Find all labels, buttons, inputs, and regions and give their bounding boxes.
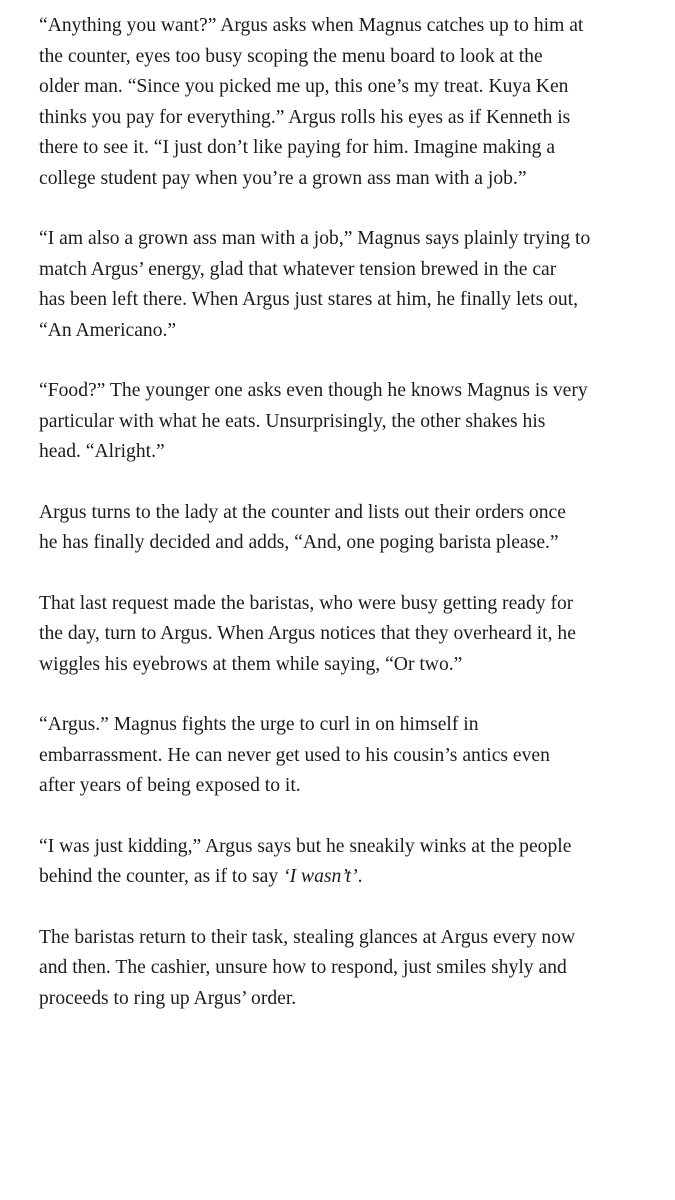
italic-emphasis: ‘I wasn’t’ bbox=[283, 866, 358, 887]
paragraph bbox=[39, 376, 659, 468]
text-line: “I was just kidding,” Argus says but he sneakily winks at the people bbox=[39, 835, 572, 857]
text-line: “Argus.” Magnus fights the urge to curl in on himself in bbox=[39, 714, 479, 735]
text-line: the day, turn to Argus. When Argus notices that they overheard it, he bbox=[39, 623, 576, 644]
text-line: older man. “Since you picked me up, this one’s my treat. Kuya Ken bbox=[39, 76, 569, 97]
text-line: wiggles his eyebrows at them while saying, “Or two.” bbox=[39, 653, 463, 675]
text-line: embarrassment. He can never get used to his cousin’s antics even bbox=[39, 744, 550, 766]
story-text bbox=[39, 11, 659, 1044]
text-line: and then. The cashier, unsure how to respond, just smiles shyly and bbox=[39, 957, 567, 978]
text-line: the counter, eyes too busy scoping the menu board to look at the bbox=[39, 45, 543, 67]
text-line: proceeds to ring up Argus’ order. bbox=[39, 987, 297, 1009]
text-line: there to see it. “I just don’t like paying for him. Imagine making a bbox=[39, 137, 556, 158]
paragraph bbox=[39, 923, 659, 1015]
paragraph bbox=[39, 832, 659, 893]
text-line: “An Americano.” bbox=[39, 319, 177, 341]
text-line: Argus turns to the lady at the counter and lists out their orders once bbox=[39, 501, 566, 523]
text-line: he has finally decided and adds, “And, one poging barista please.” bbox=[39, 532, 559, 553]
text-segment: . bbox=[357, 866, 363, 887]
text-line: The baristas return to their task, stealing glances at Argus every now bbox=[39, 926, 576, 948]
text-line: That last request made the baristas, who were busy getting ready for bbox=[39, 592, 574, 614]
text-line: college student pay when you’re a grown ass man with a job.” bbox=[39, 167, 527, 189]
paragraph bbox=[39, 224, 659, 346]
text-line: match Argus’ energy, glad that whatever tension brewed in the car bbox=[39, 258, 557, 280]
text-line: particular with what he eats. Unsurprisingly, the other shakes his bbox=[39, 410, 546, 432]
text-line: “I am also a grown ass man with a job,” Magnus says plainly trying to bbox=[39, 228, 591, 249]
paragraph bbox=[39, 710, 659, 802]
paragraph bbox=[39, 498, 659, 559]
text-line bbox=[39, 862, 659, 893]
text-line: “Food?” The younger one asks even though he knows Magnus is very bbox=[39, 380, 588, 401]
text-line: thinks you pay for everything.” Argus rolls his eyes as if Kenneth is bbox=[39, 106, 571, 128]
paragraph bbox=[39, 11, 659, 194]
paragraph bbox=[39, 589, 659, 681]
text-line: has been left there. When Argus just stares at him, he finally lets out, bbox=[39, 289, 579, 310]
text-segment: behind the counter, as if to say bbox=[39, 866, 284, 887]
text-line: after years of being exposed to it. bbox=[39, 775, 301, 796]
text-line: “Anything you want?” Argus asks when Magnus catches up to him at bbox=[39, 15, 584, 36]
text-line: head. “Alright.” bbox=[39, 441, 165, 462]
